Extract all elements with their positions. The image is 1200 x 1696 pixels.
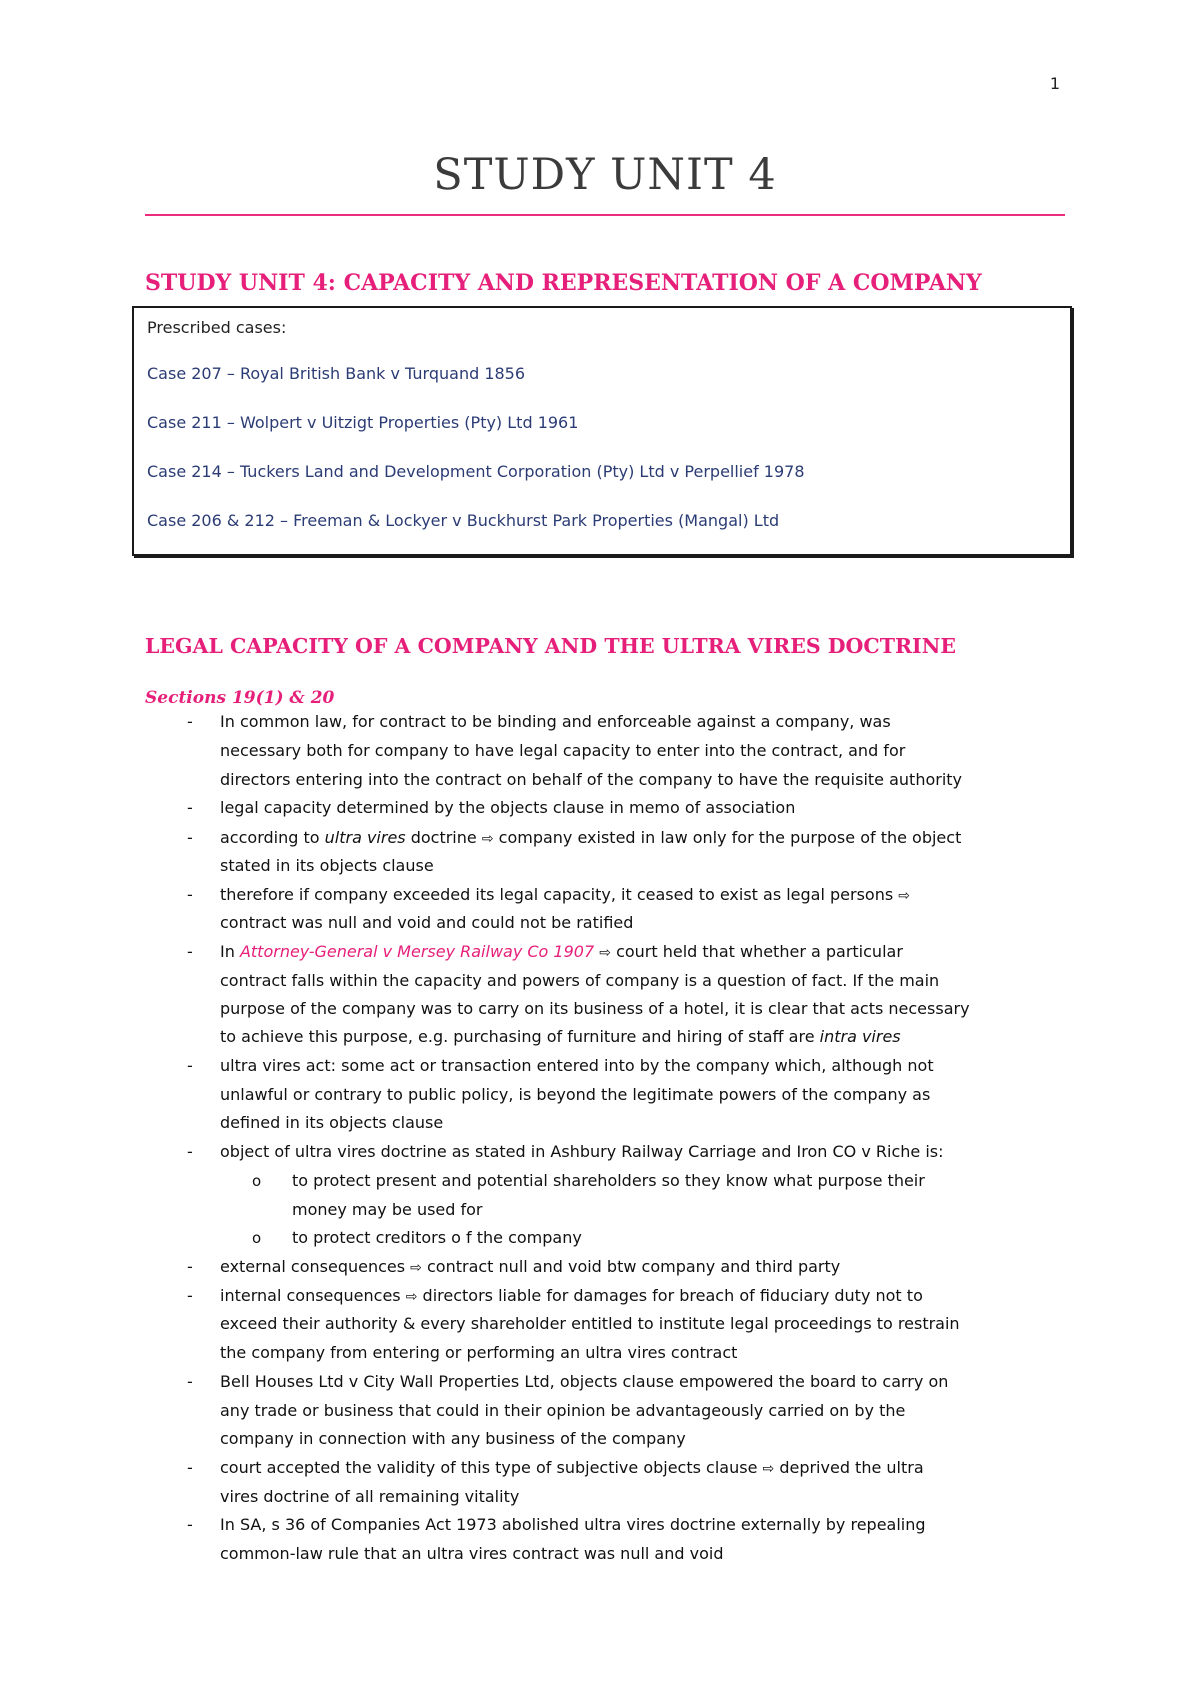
case-item: Case 211 – Wolpert v Uitzigt Properties (Pty) Ltd 1961 xyxy=(147,413,579,432)
text-run: to achieve this purpose, e.g. purchasing of furniture and hiring of staff are xyxy=(220,1027,820,1046)
bullet-line: contract was null and void and could not be ratified xyxy=(220,913,634,932)
dash-marker: - xyxy=(187,1286,193,1305)
dash-marker: - xyxy=(187,1458,193,1477)
dash-marker: - xyxy=(187,712,193,731)
text-run: according to xyxy=(220,828,325,847)
dash-marker: - xyxy=(187,1056,193,1075)
arrow-icon: ⇨ xyxy=(410,1260,422,1276)
text-run: internal consequences xyxy=(220,1286,406,1305)
text-run: doctrine xyxy=(405,828,482,847)
arrow-icon: ⇨ xyxy=(405,1289,418,1305)
dash-marker: - xyxy=(187,1142,193,1161)
dash-marker: - xyxy=(187,1372,193,1391)
bullet-line: In common law, for contract to be binding and enforceable against a company, was xyxy=(220,712,891,731)
bullet-line: exceed their authority & every shareholder entitled to institute legal proceedings to restrain xyxy=(220,1314,960,1333)
bullet-line: In SA, s 36 of Companies Act 1973 abolished ultra vires doctrine externally by repealing xyxy=(220,1515,926,1534)
bullet-line: vires doctrine of all remaining vitality xyxy=(220,1487,520,1506)
bullet-line: defined in its objects clause xyxy=(220,1113,444,1132)
bullet-line: common-law rule that an ultra vires contract was null and void xyxy=(220,1544,724,1563)
arrow-icon: ⇨ xyxy=(898,888,911,904)
bullet-line: object of ultra vires doctrine as stated in Ashbury Railway Carriage and Iron CO v Riche is: xyxy=(220,1142,944,1161)
bullet-line: the company from entering or performing an ultra vires contract xyxy=(220,1343,738,1362)
dash-marker: - xyxy=(187,798,193,817)
page-number: 1 xyxy=(1049,74,1060,93)
dash-marker: - xyxy=(187,1257,193,1276)
prescribed-cases-label: Prescribed cases: xyxy=(147,318,287,337)
text-run: external consequences xyxy=(220,1257,411,1276)
case-reference: Attorney-General v Mersey Railway Co 1907 xyxy=(239,942,595,961)
bullet-line: unlawful or contrary to public policy, is beyond the legitimate powers of the company as xyxy=(220,1085,931,1104)
sub-bullet-line: to protect present and potential shareholders so they know what purpose their xyxy=(292,1171,925,1190)
bullet-line: ultra vires act: some act or transaction entered into by the company which, although not xyxy=(220,1056,934,1075)
dash-marker: - xyxy=(187,828,193,847)
text-run: court accepted the validity of this type of subjective objects clause xyxy=(220,1458,763,1477)
text-run: In xyxy=(220,942,240,961)
bullet-line: directors entering into the contract on behalf of the company to have the requisite authority xyxy=(220,770,963,789)
dash-marker: - xyxy=(187,885,193,904)
subsection-heading: Sections 19(1) & 20 xyxy=(145,688,335,708)
title-divider xyxy=(145,214,1065,216)
bullet-line xyxy=(220,1286,1090,1307)
text-run: directors liable for damages for breach of fiduciary duty not to xyxy=(417,1286,923,1305)
page-title: STUDY UNIT 4 xyxy=(433,150,777,200)
arrow-icon: ⇨ xyxy=(599,945,611,961)
sub-bullet-marker: o xyxy=(252,1229,262,1247)
prescribed-cases-box xyxy=(132,306,1072,556)
text-run: contract null and void btw company and third party xyxy=(421,1257,841,1276)
bullet-line: necessary both for company to have legal capacity to enter into the contract, and for xyxy=(220,741,906,760)
bullet-line xyxy=(220,942,1090,963)
bullet-line: any trade or business that could in their opinion be advantageously carried on by the xyxy=(220,1401,906,1420)
bullet-line: purpose of the company was to carry on its business of a hotel, it is clear that acts necessary xyxy=(220,999,970,1018)
bullet-line: contract falls within the capacity and powers of company is a question of fact. If the main xyxy=(220,971,940,990)
bullet-line xyxy=(220,1458,1090,1479)
text-run: company existed in law only for the purpose of the object xyxy=(493,828,962,847)
sub-bullet-line: to protect creditors o f the company xyxy=(292,1228,582,1247)
text-run: therefore if company exceeded its legal capacity, it ceased to exist as legal persons xyxy=(220,885,899,904)
bullet-line: legal capacity determined by the objects clause in memo of association xyxy=(220,798,796,817)
bullet-line: stated in its objects clause xyxy=(220,856,434,875)
case-item: Case 207 – Royal British Bank v Turquand 1856 xyxy=(147,364,526,383)
text-run: deprived the ultra xyxy=(774,1458,924,1477)
dash-marker: - xyxy=(187,942,193,961)
italic-term: intra vires xyxy=(819,1027,901,1046)
arrow-icon: ⇨ xyxy=(762,1461,775,1477)
italic-term: ultra vires xyxy=(324,828,406,847)
case-item: Case 206 & 212 – Freeman & Lockyer v Buckhurst Park Properties (Mangal) Ltd xyxy=(147,511,780,530)
section-heading: LEGAL CAPACITY OF A COMPANY AND THE ULTRA VIRES DOCTRINE xyxy=(145,634,956,658)
bullet-line xyxy=(220,828,1090,849)
unit-heading: STUDY UNIT 4: CAPACITY AND REPRESENTATION OF A COMPANY xyxy=(145,270,982,296)
text-run: court held that whether a particular xyxy=(610,942,903,961)
bullet-line xyxy=(220,1257,1090,1278)
bullet-line xyxy=(220,1027,1090,1047)
bullet-line: company in connection with any business of the company xyxy=(220,1429,686,1448)
sub-bullet-marker: o xyxy=(252,1172,262,1190)
bullet-line xyxy=(220,885,1090,906)
dash-marker: - xyxy=(187,1515,193,1534)
sub-bullet-line: money may be used for xyxy=(292,1200,483,1219)
bullet-line: Bell Houses Ltd v City Wall Properties Ltd, objects clause empowered the board to carry on xyxy=(220,1372,949,1391)
case-item: Case 214 – Tuckers Land and Development Corporation (Pty) Ltd v Perpellief 1978 xyxy=(147,462,805,481)
arrow-icon: ⇨ xyxy=(481,831,494,847)
